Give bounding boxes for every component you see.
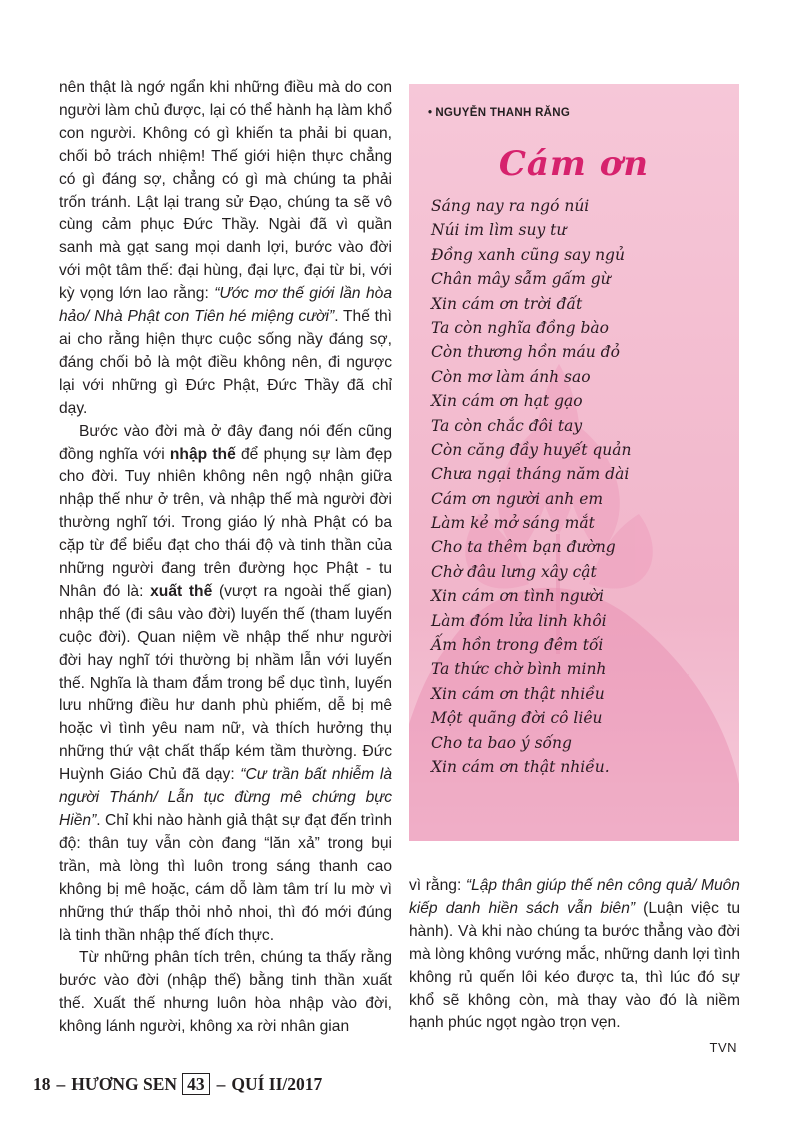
paragraph (59, 947, 392, 1039)
issue-quarter: QUÍ II/2017 (231, 1073, 323, 1094)
body-text: vì rằng: (409, 877, 466, 894)
poem-line: Còn căng đầy huyết quản (431, 440, 632, 459)
page-footer (33, 1073, 322, 1095)
paragraph (409, 875, 740, 1035)
poem-line: Chưa ngại tháng năm dài (431, 465, 630, 484)
poem-line: Còn thương hồn máu đỏ (431, 343, 620, 362)
author-bullet: • (428, 107, 433, 119)
article-right-column (409, 875, 740, 1035)
page-number: 18 (33, 1073, 51, 1094)
quote-text: “Cư trần bất nhiễm là người Thánh/ Lẫn tục đừng mê chứng bực Hiền” (59, 766, 392, 829)
article-left-column (59, 77, 392, 1039)
paragraph (59, 421, 392, 948)
poem-line: Chờ đâu lưng xây cật (431, 562, 597, 581)
footer-dash: – (56, 1073, 66, 1094)
poem-box (409, 84, 739, 841)
poem-line: Cho ta thêm bạn đường (431, 538, 616, 557)
poem-line: Xin cám ơn thật nhiều. (431, 757, 610, 776)
poem-line: Cho ta bao ý sống (431, 733, 572, 752)
poem-line: Xin cám ơn trời đất (431, 294, 583, 313)
poem-line: Đồng xanh cũng say ngủ (431, 245, 625, 264)
body-text: . Thế thì ai cho rằng hiện thực cuộc sống nầy đáng sợ, đáng chối bỏ là một điều không nên, đi ngược lại với những gì Đức Phật, Đức Thầy đã chỉ dạy. (59, 308, 392, 417)
body-text: . Chỉ khi nào hành giả thật sự đạt đến trình độ: thân tuy vẫn còn đang “lăn xả” trong bụi trần, mà lòng thì luôn trong sáng thanh cao không bị mê hoặc, cám dỗ làm tâm trí lu mờ vì những thứ thấp thỏi nhỏ nhoi, thì đó mới đúng là tinh thần nhập thế đích thực. (59, 812, 392, 944)
body-text: Bước vào đời mà ở đây đang nói đến cũng đồng nghĩa với (59, 422, 392, 463)
poem-line: Ta thức chờ bình minh (431, 660, 607, 679)
poem-line: Ta còn chắc đôi tay (431, 416, 583, 435)
poem-line: Xin cám ơn tình người (431, 587, 604, 606)
body-text: để phụng sự làm đẹp cho đời. Tuy nhiên không nên ngộ nhận giữa nhập thế như ở trên, và nhập thế mà người đời thường nghĩ tới. Trong giáo lý nhà Phật có ba cặp từ để biểu đạt cho thái độ và tinh thần của những người đang trên đường học Phật - tu Nhân đó là: (59, 445, 392, 600)
poem-line: Làm đóm lửa linh khôi (431, 611, 607, 630)
poem-line: Làm kẻ mở sáng mắt (431, 514, 595, 533)
magazine-name: HƯƠNG SEN (71, 1073, 178, 1094)
paragraph (59, 77, 392, 421)
poem-line: Ta còn nghĩa đồng bào (431, 318, 609, 337)
emphasis-text: nhập thế (169, 445, 236, 463)
quote-text: “Ước mơ thế giới lần hòa hảo/ Nhà Phật con Tiên hé miệng cười” (59, 285, 392, 326)
poem-line: Ấm hồn trong đêm tối (431, 636, 604, 655)
footer-dash-2: – (216, 1073, 226, 1094)
poem-line: Xin cám ơn thật nhiều (431, 684, 605, 703)
body-text: (vượt ra ngoài thế gian) nhập thế (đi sâu vào đời) luyến thế (tham luyến cuộc đời). Quan niệm về nhập thế như người đời hay nghĩ tới thường bị nhầm lẫn với luyến thế. Nghĩa là tham đắm trong bể dục tình, luyến lưu những điều hư danh phù phiếm, dễ bị mê hoặc vì tình yêu nam nữ, và thích hưởng thụ những thứ vật chất thấp kém tầm thường. Đức Huỳnh Giáo Chủ đã dạy: (59, 582, 392, 784)
issue-number: 43 (182, 1073, 210, 1095)
emphasis-text: xuất thế (150, 582, 213, 600)
quote-text: “Lập thân giúp thế nên công quả/ Muôn kiếp danh hiền sách vẫn biên” (409, 877, 740, 917)
article-signature: TVN (709, 1040, 737, 1055)
poem-line: Một quãng đời cô liêu (431, 709, 603, 728)
poem-line: Chân mây sẫm gấm gừ (431, 270, 611, 289)
poem-line: Sáng nay ra ngó núi (431, 197, 590, 215)
poem-line: Xin cám ơn hạt gạo (431, 392, 583, 411)
poem-title: Cám ơn (498, 144, 650, 184)
poem-author (428, 107, 570, 119)
poem-line: Còn mơ làm ánh sao (431, 367, 591, 386)
poem-line: Cám ơn người anh em (431, 489, 604, 508)
body-text: (Luận việc tu hành). Và khi nào chúng ta bước thẳng vào đời mà lòng không vướng mắc, những danh lợi tình không rủ quến lôi kéo được ta, thì lúc đó sự khổ sẽ không còn, mà thay vào đó là niềm hạnh phúc ngọt ngào trọn vẹn. (409, 899, 740, 1032)
body-text: Từ những phân tích trên, chúng ta thấy rằng bước vào đời (nhập thế) bằng tinh thần xuất thế. Xuất thế nhưng luôn hòa nhập vào đời, không lánh người, không xa rời nhân gian (59, 949, 392, 1036)
author-name: NGUYỄN THANH RĂNG (435, 107, 571, 119)
poem-lines (431, 194, 632, 779)
poem-line: Núi im lìm suy tư (431, 221, 567, 240)
body-text: nên thật là ngớ ngẩn khi những điều mà do con người làm chủ được, lại có thể hành hạ làm khổ con người. Không có gì khiến ta phải bi quan, chối bỏ trách nhiệm! Thế giới hiện thực chẳng có gì đáng sợ, chẳng có gì mà chúng ta phải trốn tránh. Lật lại trang sử Đạo, chúng ta sẽ vô cùng cảm phục Đức Thầy. Ngài đã vì quần sanh mà gạt sang mọi danh lợi, bước vào đời với một tâm thế: đại hùng, đại lực, đại từ bi, với kỳ vọng lớn lao rằng: (59, 79, 392, 303)
